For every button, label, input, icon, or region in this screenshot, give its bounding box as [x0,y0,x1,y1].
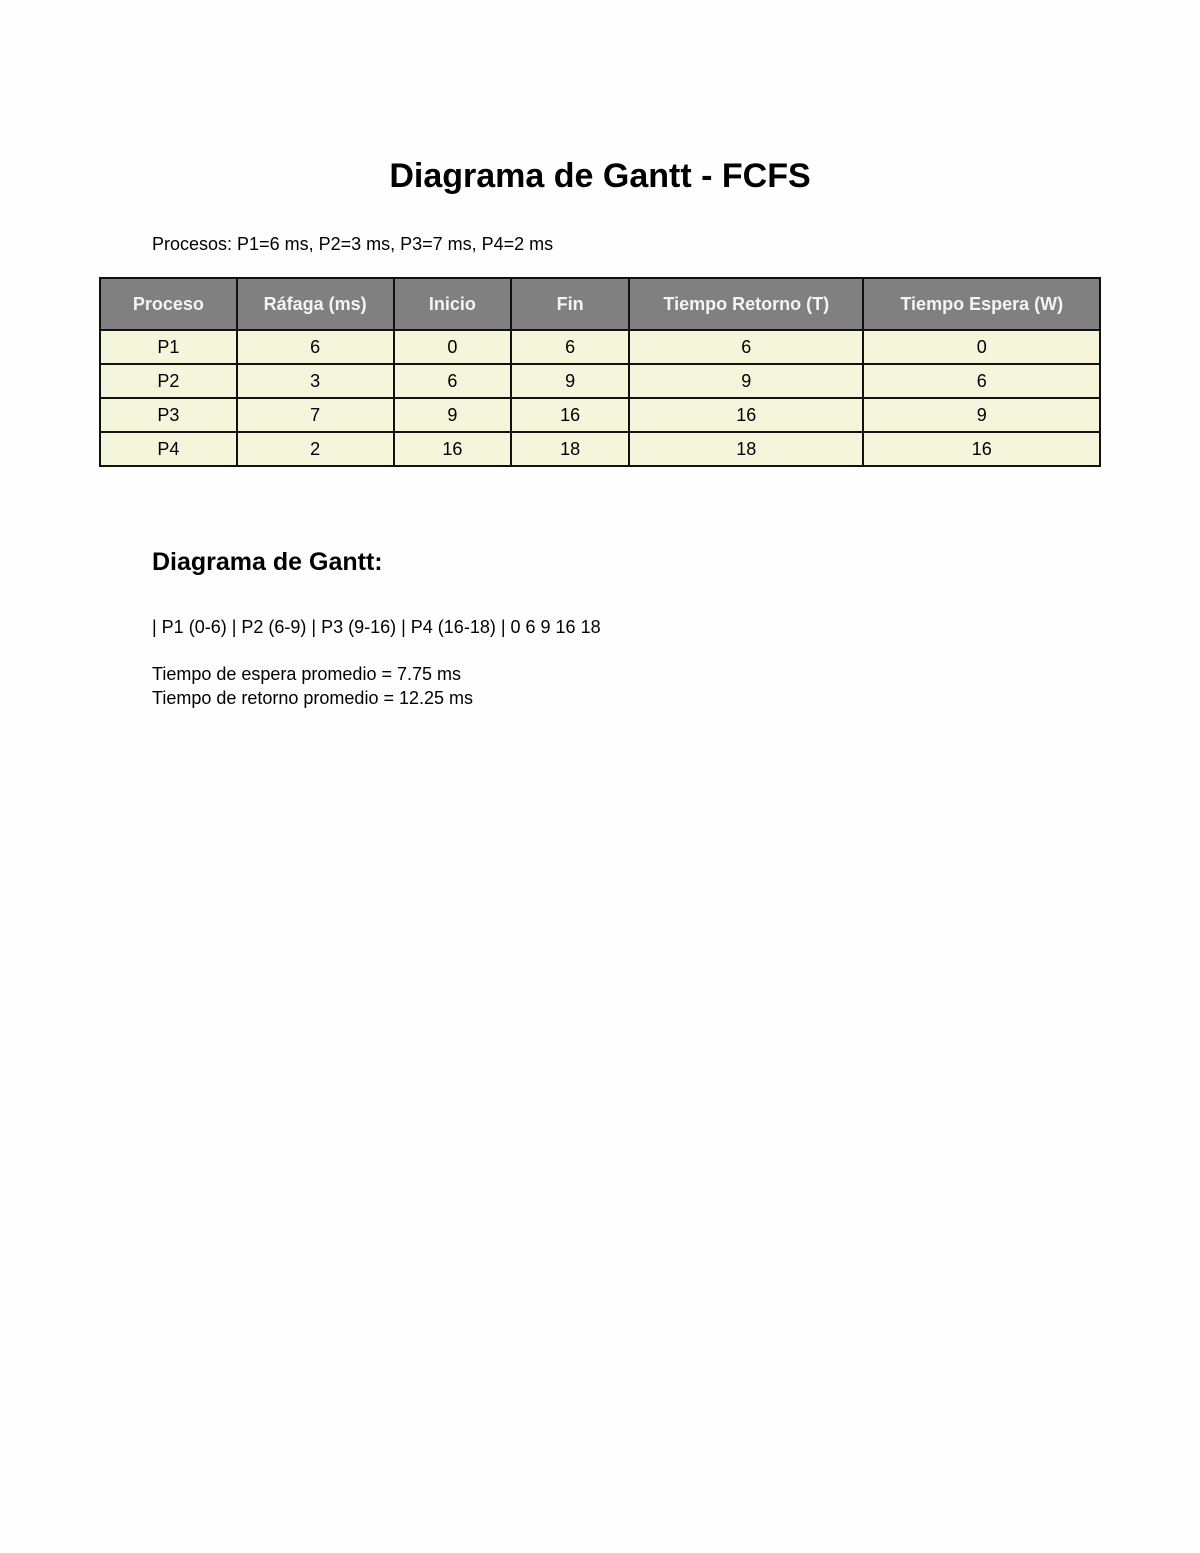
procesos-summary: Procesos: P1=6 ms, P2=3 ms, P3=7 ms, P4=2 ms [152,234,554,254]
table-cell: 2 [237,432,394,466]
table-cell: P2 [100,364,237,398]
table-cell: 18 [629,432,863,466]
table-cell: 6 [237,330,394,364]
table-cell: 0 [863,330,1100,364]
table-row [100,330,1100,364]
table-cell: 6 [863,364,1100,398]
table-cell: 7 [237,398,394,432]
table-cell: 16 [511,398,629,432]
column-header-tiempo-espera: Tiempo Espera (W) [863,278,1100,330]
table-cell: 6 [394,364,512,398]
table-cell: 9 [511,364,629,398]
page-title: Diagrama de Gantt - FCFS [389,157,811,195]
table-cell: 16 [863,432,1100,466]
column-header-proceso: Proceso [100,278,237,330]
table-row [100,364,1100,398]
gantt-heading: Diagrama de Gantt: [152,548,383,576]
table-cell: 6 [511,330,629,364]
table-cell: 18 [511,432,629,466]
table-cell: 16 [629,398,863,432]
column-header-fin: Fin [511,278,629,330]
averages-summary [152,662,473,710]
table-header-row [100,278,1100,330]
table-cell: 0 [394,330,512,364]
table-cell: P3 [100,398,237,432]
column-header-rafaga: Ráfaga (ms) [237,278,394,330]
table-cell: 3 [237,364,394,398]
column-header-inicio: Inicio [394,278,512,330]
table-cell: 16 [394,432,512,466]
table-row [100,432,1100,466]
table-cell: P4 [100,432,237,466]
average-wait-time: Tiempo de espera promedio = 7.75 ms [152,664,461,684]
table-cell: 6 [629,330,863,364]
table-cell: 9 [863,398,1100,432]
gantt-text-line: | P1 (0-6) | P2 (6-9) | P3 (9-16) | P4 (16-18) | 0 6 9 16 18 [152,617,601,637]
column-header-tiempo-retorno: Tiempo Retorno (T) [629,278,863,330]
table-cell: P1 [100,330,237,364]
average-turnaround-time: Tiempo de retorno promedio = 12.25 ms [152,688,474,708]
table-cell: 9 [629,364,863,398]
table-cell: 9 [394,398,512,432]
results-table [99,277,1101,467]
table-row [100,398,1100,432]
